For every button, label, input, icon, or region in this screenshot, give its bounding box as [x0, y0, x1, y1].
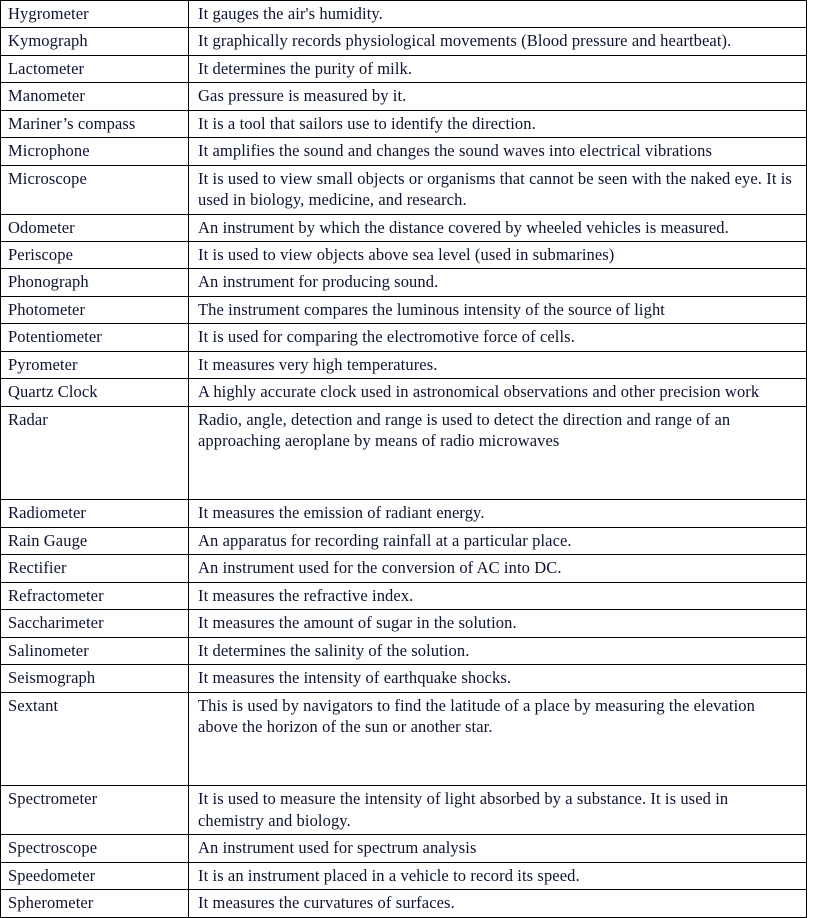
- table-row: [1, 110, 807, 137]
- table-row: [1, 1, 807, 28]
- instrument-name-cell: Radar: [1, 406, 189, 500]
- table-row: [1, 296, 807, 323]
- instrument-name-cell: Odometer: [1, 214, 189, 241]
- instrument-definition-cell: An apparatus for recording rainfall at a particular place.: [189, 527, 807, 554]
- table-row: [1, 379, 807, 406]
- instrument-name-cell: Potentiometer: [1, 324, 189, 351]
- instrument-name-cell: Spherometer: [1, 890, 189, 917]
- table-row: [1, 500, 807, 527]
- instrument-name-cell: Speedometer: [1, 862, 189, 889]
- instrument-definition-cell: It measures very high temperatures.: [189, 351, 807, 378]
- instrument-definition-cell: It gauges the air's humidity.: [189, 1, 807, 28]
- table-row: [1, 351, 807, 378]
- table-row: [1, 637, 807, 664]
- instrument-name-cell: Manometer: [1, 83, 189, 110]
- table-row: [1, 665, 807, 692]
- instrument-name-cell: Spectrometer: [1, 786, 189, 835]
- instrument-definition-cell: It is an instrument placed in a vehicle to record its speed.: [189, 862, 807, 889]
- instrument-name-cell: Hygrometer: [1, 1, 189, 28]
- instrument-name-cell: Seismograph: [1, 665, 189, 692]
- table-row: [1, 138, 807, 165]
- instrument-name-cell: Saccharimeter: [1, 610, 189, 637]
- table-row: [1, 582, 807, 609]
- table-row: [1, 527, 807, 554]
- instrument-definition-cell: It is used to view small objects or organisms that cannot be seen with the naked eye. It is used in biology, medicine, and research.: [189, 165, 807, 214]
- table-row: [1, 324, 807, 351]
- instrument-name-cell: Sextant: [1, 692, 189, 786]
- instrument-definition-cell: An instrument used for spectrum analysis: [189, 835, 807, 862]
- instrument-definition-cell: It measures the emission of radiant energy.: [189, 500, 807, 527]
- instrument-name-cell: Microscope: [1, 165, 189, 214]
- table-row: [1, 555, 807, 582]
- instrument-name-cell: Rectifier: [1, 555, 189, 582]
- instrument-definition-cell: An instrument for producing sound.: [189, 269, 807, 296]
- instrument-name-cell: Phonograph: [1, 269, 189, 296]
- table-row: [1, 165, 807, 214]
- table-row: [1, 241, 807, 268]
- instrument-definition-cell: Radio, angle, detection and range is used to detect the direction and range of an approaching aeroplane by means of radio microwaves: [189, 406, 807, 500]
- table-row: [1, 890, 807, 917]
- instrument-name-cell: Lactometer: [1, 55, 189, 82]
- instrument-name-cell: Refractometer: [1, 582, 189, 609]
- instrument-name-cell: Pyrometer: [1, 351, 189, 378]
- instrument-name-cell: Microphone: [1, 138, 189, 165]
- instrument-definition-cell: It determines the salinity of the solution.: [189, 637, 807, 664]
- instrument-name-cell: Mariner’s compass: [1, 110, 189, 137]
- instrument-definition-cell: Gas pressure is measured by it.: [189, 83, 807, 110]
- instrument-definition-cell: It is a tool that sailors use to identify the direction.: [189, 110, 807, 137]
- table-row: [1, 214, 807, 241]
- table-row: [1, 406, 807, 500]
- instrument-definition-cell: This is used by navigators to find the latitude of a place by measuring the elevation above the horizon of the sun or another star.: [189, 692, 807, 786]
- instrument-definition-cell: It determines the purity of milk.: [189, 55, 807, 82]
- instrument-definition-cell: An instrument used for the conversion of AC into DC.: [189, 555, 807, 582]
- instrument-definition-cell: It is used to view objects above sea level (used in submarines): [189, 241, 807, 268]
- instrument-name-cell: Photometer: [1, 296, 189, 323]
- instrument-definition-cell: A highly accurate clock used in astronomical observations and other precision work: [189, 379, 807, 406]
- instrument-definition-cell: It measures the refractive index.: [189, 582, 807, 609]
- instrument-definition-cell: It is used for comparing the electromotive force of cells.: [189, 324, 807, 351]
- instruments-table-body: [1, 1, 807, 918]
- instrument-definition-cell: It measures the curvatures of surfaces.: [189, 890, 807, 917]
- instrument-name-cell: Spectroscope: [1, 835, 189, 862]
- table-row: [1, 269, 807, 296]
- instrument-definition-cell: An instrument by which the distance covered by wheeled vehicles is measured.: [189, 214, 807, 241]
- instrument-definition-cell: The instrument compares the luminous intensity of the source of light: [189, 296, 807, 323]
- table-row: [1, 786, 807, 835]
- table-row: [1, 55, 807, 82]
- instrument-name-cell: Quartz Clock: [1, 379, 189, 406]
- instrument-definition-cell: It is used to measure the intensity of light absorbed by a substance. It is used in chemistry and biology.: [189, 786, 807, 835]
- table-row: [1, 862, 807, 889]
- table-row: [1, 28, 807, 55]
- table-row: [1, 835, 807, 862]
- table-row: [1, 83, 807, 110]
- instrument-definition-cell: It measures the intensity of earthquake shocks.: [189, 665, 807, 692]
- instrument-definition-cell: It graphically records physiological movements (Blood pressure and heartbeat).: [189, 28, 807, 55]
- table-row: [1, 610, 807, 637]
- instrument-name-cell: Rain Gauge: [1, 527, 189, 554]
- instrument-definition-cell: It measures the amount of sugar in the solution.: [189, 610, 807, 637]
- instrument-name-cell: Radiometer: [1, 500, 189, 527]
- instrument-name-cell: Kymograph: [1, 28, 189, 55]
- instrument-name-cell: Salinometer: [1, 637, 189, 664]
- table-row: [1, 692, 807, 786]
- instrument-definition-cell: It amplifies the sound and changes the sound waves into electrical vibrations: [189, 138, 807, 165]
- instrument-name-cell: Periscope: [1, 241, 189, 268]
